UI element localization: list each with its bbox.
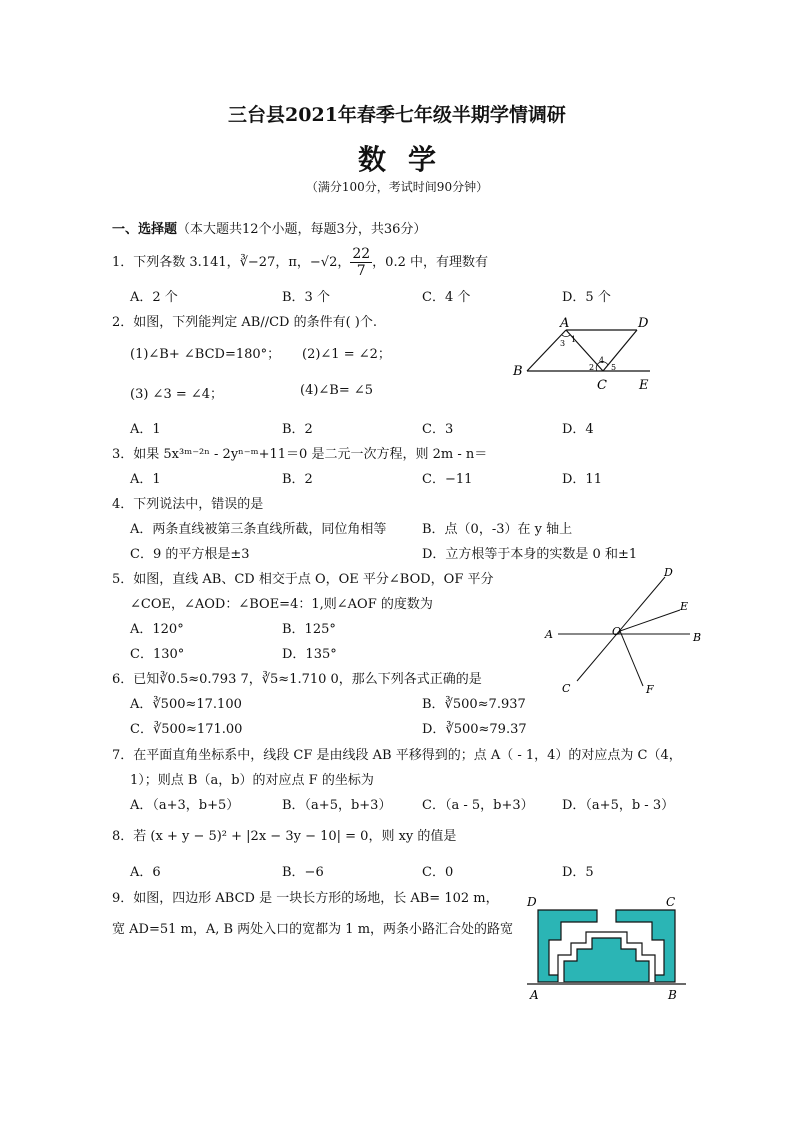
q2-figure — [505, 310, 665, 395]
angle-4: 4 — [599, 356, 605, 365]
q6-stem: 6．已知∛0.5≈0.793 7，∛5≈1.710 0，那么下列各式正确的是 — [112, 672, 482, 687]
q7-option-a: A．（a+3，b+5） — [130, 798, 240, 813]
angle-arc-a — [562, 335, 570, 337]
label-d: D — [638, 316, 649, 331]
q3-option-d: D．11 — [562, 472, 602, 487]
q1-mid: ，π，−√2， — [275, 255, 351, 270]
q5-option-c: C．130° — [130, 647, 185, 662]
angle-3: 3 — [560, 339, 566, 348]
label-f: F — [646, 683, 654, 696]
q2-cond-4: (4)∠B= ∠5 — [300, 383, 374, 398]
ray-of — [620, 631, 643, 686]
angle-5: 5 — [611, 363, 617, 372]
subject-title: 数学 — [357, 143, 458, 176]
q4-stem: 4．下列说法中，错误的是 — [112, 497, 264, 512]
q4-option-d: D．立方根等于本身的实数是 0 和±1 — [422, 547, 638, 562]
label-e: E — [639, 378, 649, 393]
ray-oe — [620, 610, 680, 631]
label-a: A — [545, 628, 553, 641]
q2-option-c: C．3 — [422, 422, 454, 437]
exam-title: 三台县2021年春季七年级半期学情调研 — [228, 104, 566, 126]
section-heading — [112, 218, 426, 237]
q8-option-a: A．6 — [130, 865, 161, 880]
label-a: A — [560, 316, 570, 331]
q1-frac-den: 7 — [356, 263, 366, 279]
q2-option-a: A．1 — [130, 422, 161, 437]
q4-option-c: C．9 的平方根是±3 — [130, 547, 250, 562]
q8-option-d: D．5 — [562, 865, 594, 880]
section-title: 一、选择题 — [112, 222, 178, 237]
q1-cbrt: ∛−27 — [239, 255, 276, 270]
q5-line-1: 5．如图，直线 AB、CD 相交于点 O，OE 平分∠BOD，OF 平分 — [112, 572, 494, 587]
q1-option-a: A．2 个 — [130, 290, 178, 305]
label-d: D — [664, 566, 673, 579]
q1-option-d: D．5 个 — [562, 290, 611, 305]
exam-note: （满分100分，考试时间90分钟） — [305, 180, 489, 194]
q2-cond-1: (1)∠B+ ∠BCD=180°； — [130, 347, 281, 362]
q3-option-c: C．−11 — [422, 472, 473, 487]
label-c: C — [666, 895, 676, 909]
angle-2: 2 — [589, 363, 595, 372]
q6-option-b: B．∛500≈7.937 — [422, 697, 526, 712]
q3-option-a: A．1 — [130, 472, 161, 487]
q5-figure — [540, 563, 710, 703]
q2-cond-2: (2)∠1 = ∠2； — [302, 347, 391, 362]
q5-option-b: B．125° — [282, 622, 336, 637]
q7-line-1: 7．在平面直角坐标系中，线段 CF 是由线段 AB 平移得到的；点 A（ - 1，4）的对应点为 C（4， — [112, 748, 682, 763]
q6-option-d: D．∛500≈79.37 — [422, 722, 527, 737]
label-c: C — [562, 682, 571, 695]
q1-frac-num: 22 — [352, 246, 371, 262]
q2-cond-3: (3) ∠3 = ∠4； — [130, 387, 224, 402]
q5-line-2: ∠COE，∠AOD：∠BOE=4：1,则∠AOF 的度数为 — [130, 597, 433, 612]
q1-option-b: B．3 个 — [282, 290, 330, 305]
line-ab — [527, 330, 566, 371]
q2-stem: 2．如图，下列能判定 AB//CD 的条件有( )个. — [112, 315, 378, 330]
q3-stem: 3．如果 5x³ᵐ⁻²ⁿ - 2yⁿ⁻ᵐ+11＝0 是二元一次方程，则 2m - n＝ — [112, 447, 488, 462]
q5-option-d: D．135° — [282, 647, 337, 662]
q7-option-b: B．（a+5，b+3） — [282, 798, 392, 813]
q9-line-1: 9．如图，四边形 ABCD 是 一块长方形的场地，长 AB= 102 m， — [112, 891, 499, 906]
q1-fraction — [350, 246, 372, 279]
q5-option-a: A．120° — [130, 622, 184, 637]
q4-option-a: A．两条直线被第三条直线所截，同位角相等 — [130, 522, 387, 537]
q8-option-c: C．0 — [422, 865, 454, 880]
q2-option-b: B．2 — [282, 422, 313, 437]
q1-lead: 1．下列各数 3.141， — [112, 255, 240, 270]
q8-stem: 8．若 (x + y − 5)² + |2x − 3y − 10| = 0，则 xy 的值是 — [112, 829, 457, 844]
label-b: B — [693, 631, 702, 644]
q9-figure — [524, 893, 689, 1005]
label-b: B — [668, 988, 677, 1002]
q1-tail: ，0.2 中，有理数有 — [372, 255, 488, 270]
q3-option-b: B．2 — [282, 472, 313, 487]
q7-option-c: C．（a - 5，b+3） — [422, 798, 534, 813]
q6-option-a: A．∛500≈17.100 — [130, 697, 242, 712]
q4-option-b: B．点（0，-3）在 y 轴上 — [422, 522, 573, 537]
section-note: （本大题共12个小题，每题3分，共36分） — [177, 222, 427, 237]
angle-1: 1 — [571, 335, 577, 344]
q6-option-c: C．∛500≈171.00 — [130, 722, 243, 737]
label-d: D — [527, 895, 537, 909]
q7-option-d: D．（a+5，b - 3） — [562, 798, 675, 813]
q9-line-2: 宽 AD=51 m，A, B 两处入口的宽都为 1 m，两条小路汇合处的路宽 — [112, 922, 514, 937]
q2-option-d: D．4 — [562, 422, 594, 437]
q1-option-c: C．4 个 — [422, 290, 471, 305]
label-e: E — [680, 600, 689, 613]
q8-option-b: B．−6 — [282, 865, 324, 880]
question-1 — [112, 246, 488, 279]
label-b: B — [513, 364, 523, 379]
q7-line-2: 1）；则点 B（a，b）的对应点 F 的坐标为 — [130, 773, 374, 788]
label-c: C — [597, 378, 607, 393]
label-o: O — [612, 625, 622, 638]
label-a: A — [530, 988, 539, 1002]
